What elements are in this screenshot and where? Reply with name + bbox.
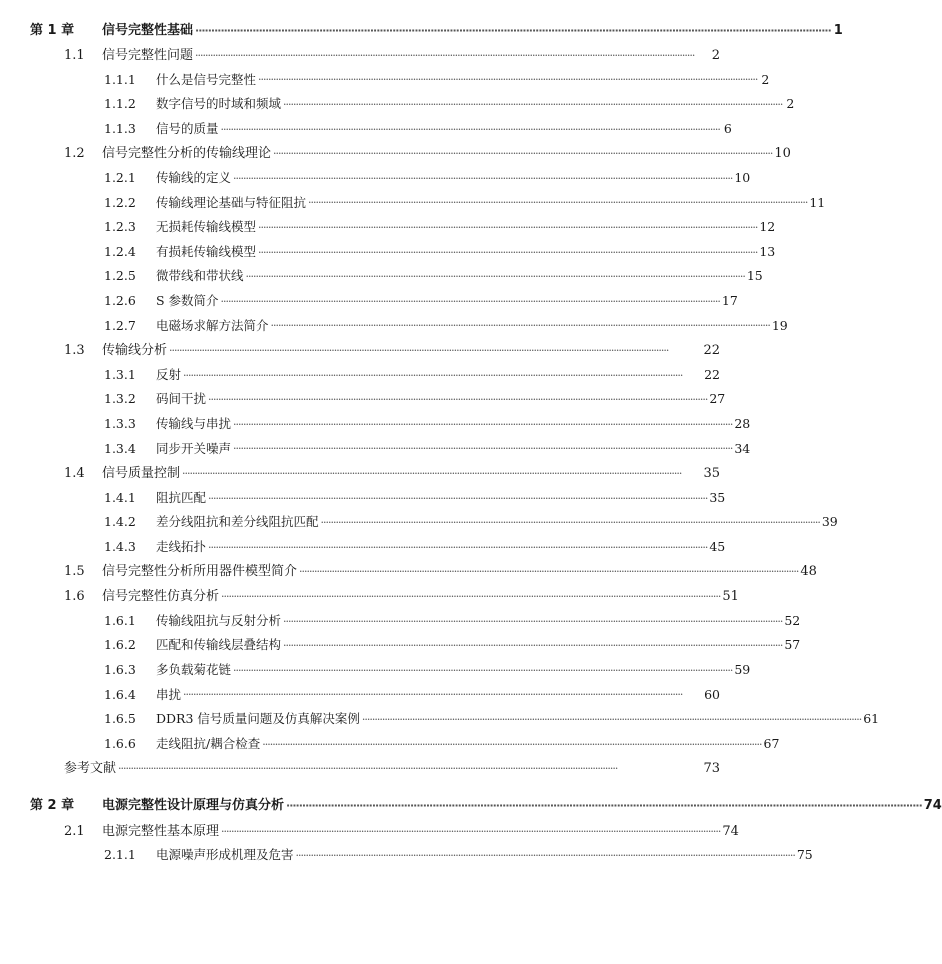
toc-entry-title: 无损耗传输线模型 [156,219,257,235]
toc-entry-number: 1.1.3 [104,120,136,136]
toc-entry-sub[interactable] [0,412,754,436]
toc-entry-title: 信号完整性问题 [102,47,194,63]
toc-entry-page: 52 [784,612,801,628]
toc-entry-page: 45 [709,538,726,554]
toc-entry-title: 多负载菊花链 [156,661,232,677]
toc-entry-section[interactable] [0,819,754,843]
toc-entry-number: 1.2.5 [104,268,136,284]
toc-entry-title: 码间干扰 [156,391,207,407]
toc-entry-sub[interactable] [0,314,788,338]
toc-entry-number: 1.4.2 [104,514,136,530]
toc-entry-section[interactable] [0,43,754,67]
dot-leader: ········································································································································································································ [283,97,783,111]
dot-leader: ········································································································································································································ [221,824,721,838]
dot-leader: ········································································································································································································ [208,393,708,407]
toc-entry-title: 信号完整性分析的传输线理论 [102,146,272,162]
toc-entry-sub[interactable] [0,634,801,658]
toc-entry-sub[interactable] [0,486,754,510]
dot-leader: ········································································································································································································ [182,466,682,480]
toc-entry-title: 传输线理论基础与特征阻抗 [156,194,307,210]
toc-entry-page: 61 [863,711,880,727]
toc-entry-number: 第 1 章 [30,22,75,38]
toc-entry-page: 12 [759,219,776,235]
toc-entry-page: 35 [703,465,720,481]
toc-entry-sub[interactable] [0,535,754,559]
toc-entry-sub[interactable] [0,658,754,682]
toc-entry-sub[interactable] [0,191,826,215]
toc-entry-title: 信号完整性分析所用器件模型简介 [102,564,298,580]
dot-leader: ········································································································································································································ [273,147,773,161]
toc-entry-title: 什么是信号完整性 [156,71,257,87]
toc-entry-number: 第 2 章 [30,798,75,814]
toc-entry-number: 1.2.2 [104,194,136,210]
toc-entry-page: 15 [746,268,763,284]
toc-entry-number: 1.4.1 [104,489,136,505]
toc-entry-page: 6 [723,120,732,136]
dot-leader: ········································································································································································································ [118,762,618,776]
toc-entry-number: 2.1.1 [104,847,136,863]
dot-leader: ········································································································································································································ [245,270,745,284]
toc-entry-sub[interactable] [0,289,754,313]
toc-entry-number: 1.2.3 [104,219,136,235]
toc-entry-title: 走线阻抗/耦合检查 [156,735,261,751]
dot-leader: ········································································································································································································ [283,614,783,628]
toc-entry-number: 2.1 [64,823,85,839]
dot-leader: ········································································································································································································ [183,368,683,382]
toc-entry-sub[interactable] [0,683,754,707]
toc-entry-title: 电源完整性基本原理 [102,823,220,839]
toc-entry-number: 1.6.6 [104,735,136,751]
toc-entry-sub[interactable] [0,240,776,264]
toc-entry-sub[interactable] [0,265,763,289]
toc-entry-number: 1.2.4 [104,243,136,259]
toc-entry-number: 1.2.7 [104,317,136,333]
toc-entry-title: 传输线分析 [102,342,168,358]
toc-entry-page: 57 [784,637,801,653]
toc-entry-number: 1.1 [64,47,85,63]
toc-entry-sub[interactable] [0,437,754,461]
toc-entry-page: 2 [711,47,720,63]
toc-entry-title: 差分线阻抗和差分线阻抗匹配 [156,514,319,530]
toc-entry-title: 信号完整性基础 [102,22,194,38]
dot-leader: ········································································································································································································ [195,48,695,62]
dot-leader: ········································································································································································································ [233,417,733,431]
toc-entry-title: 阻抗匹配 [156,489,207,505]
toc-entry-number: 1.2 [64,146,85,162]
toc-entry-sub[interactable] [0,511,838,535]
toc-entry-number: 1.2.6 [104,292,136,308]
toc-entry-sub[interactable] [0,609,801,633]
toc-entry-page: 22 [704,366,720,382]
toc-entry-title: 电磁场求解方法简介 [156,317,269,333]
toc-entry-title: 传输线阻抗与反射分析 [156,612,282,628]
toc-entry-section[interactable] [0,584,754,608]
toc-entry-number: 1.6.5 [104,711,136,727]
toc-entry-number: 1.4 [64,465,85,481]
toc-entry-ref[interactable] [0,757,754,781]
dot-leader: ········································································································································································································ [195,23,831,37]
dot-leader: ········································································································································································································ [286,799,922,813]
dot-leader: ········································································································································································································ [208,491,708,505]
toc-entry-title: 同步开关噪声 [156,440,232,456]
toc-entry-title: 传输线与串扰 [156,415,232,431]
toc-entry-page: 67 [763,735,780,751]
toc-entry-number: 1.4.3 [104,538,136,554]
toc-entry-title: 微带线和带状线 [156,268,244,284]
dot-leader: ········································································································································································································ [299,565,799,579]
dot-leader: ········································································································································································································ [233,442,733,456]
toc-entry-title: DDR3 信号质量问题及仿真解决案例 [156,711,360,727]
toc-entry-number: 1.6.3 [104,661,136,677]
toc-entry-title: 信号质量控制 [102,465,181,481]
toc-entry-title: 信号的质量 [156,120,219,136]
dot-leader: ········································································································································································································ [283,639,783,653]
dot-leader: ········································································································································································································ [183,688,683,702]
toc-entry-section[interactable] [0,338,754,362]
dot-leader: ········································································································································································································ [258,245,758,259]
toc-entry-page: 2 [761,71,770,87]
toc-entry-chapter[interactable] [0,18,843,42]
toc-entry-number: 1.2.1 [104,169,136,185]
toc-entry-page: 19 [771,317,788,333]
dot-leader: ········································································································································································································ [220,294,720,308]
toc-entry-number: 1.3.1 [104,366,136,382]
dot-leader: ········································································································································································································ [320,516,820,530]
toc-entry-chapter[interactable] [0,794,942,818]
dot-leader: ········································································································································································································ [361,712,862,726]
dot-leader: ········································································································································································································ [295,849,795,863]
toc-entry-page: 27 [709,391,726,407]
toc-entry-title: 电源噪声形成机理及危害 [156,847,294,863]
toc-entry-section[interactable] [0,461,754,485]
toc-entry-number: 1.1.2 [104,96,136,112]
toc-entry-page: 28 [734,415,751,431]
toc-entry-page: 34 [734,440,751,456]
toc-entry-page: 35 [709,489,726,505]
toc-entry-sub[interactable] [0,388,754,412]
toc-entry-page: 74 [923,798,942,814]
dot-leader: ········································································································································································································ [221,589,721,603]
toc-entry-page: 10 [774,146,791,162]
toc-entry-section[interactable] [0,560,817,584]
toc-entry-sub[interactable] [0,363,754,387]
toc-entry-title: 传输线的定义 [156,169,232,185]
dot-leader: ········································································································································································································ [220,122,720,136]
toc-entry-number: 1.6.2 [104,637,136,653]
toc-entry-page: 11 [809,194,826,210]
toc-entry-number: 1.3.2 [104,391,136,407]
dot-leader: ········································································································································································································ [258,73,758,87]
toc-entry-page: 39 [821,514,838,530]
toc-entry-section[interactable] [0,142,791,166]
toc-entry-number: 1.3 [64,342,85,358]
toc-entry-page: 22 [703,342,720,358]
toc-entry-number: 1.3.3 [104,415,136,431]
toc-entry-number: 1.1.1 [104,71,136,87]
toc-entry-page: 13 [759,243,776,259]
toc-entry-title: S 参数简介 [156,292,219,308]
toc-entry-sub[interactable] [0,92,795,116]
dot-leader: ········································································································································································································ [262,737,762,751]
toc-entry-page: 75 [796,847,813,863]
toc-entry-title: 反射 [156,366,182,382]
toc-entry-number: 1.6.1 [104,612,136,628]
dot-leader: ········································································································································································································ [208,540,708,554]
toc-entry-sub[interactable] [0,215,776,239]
toc-entry-sub[interactable] [0,707,880,731]
toc-entry-page: 10 [734,169,751,185]
toc-entry-sub[interactable] [0,117,754,141]
toc-entry-page: 73 [703,761,720,777]
toc-entry-title: 电源完整性设计原理与仿真分析 [102,798,285,814]
toc-entry-number: 1.5 [64,564,85,580]
toc-entry-sub[interactable] [0,166,754,190]
toc-entry-title: 串扰 [156,686,182,702]
toc-entry-title: 匹配和传输线层叠结构 [156,637,282,653]
dot-leader: ········································································································································································································ [169,343,669,357]
toc-entry-page: 2 [786,96,795,112]
toc-entry-number: 1.6 [64,588,85,604]
toc-entry-number: 1.6.4 [104,686,136,702]
toc-entry-page: 48 [800,564,817,580]
toc-entry-page: 74 [722,823,739,839]
dot-leader: ········································································································································································································ [270,319,770,333]
dot-leader: ········································································································································································································ [308,196,808,210]
toc-entry-sub[interactable] [0,68,770,92]
toc-entry-title: 参考文献 [64,761,117,777]
dot-leader: ········································································································································································································ [233,171,733,185]
toc-entry-page: 17 [721,292,738,308]
toc-entry-page: 1 [833,22,843,38]
toc-entry-number: 1.3.4 [104,440,136,456]
toc-entry-sub[interactable] [0,844,813,868]
dot-leader: ········································································································································································································ [233,663,733,677]
toc-entry-title: 信号完整性仿真分析 [102,588,220,604]
toc-entry-title: 数字信号的时域和频域 [156,96,282,112]
dot-leader: ········································································································································································································ [258,220,758,234]
toc-entry-page: 59 [734,661,751,677]
toc-entry-title: 走线拓扑 [156,538,207,554]
toc-entry-page: 51 [722,588,739,604]
toc-entry-sub[interactable] [0,732,780,756]
toc-entry-title: 有损耗传输线模型 [156,243,257,259]
toc-entry-page: 60 [704,686,720,702]
